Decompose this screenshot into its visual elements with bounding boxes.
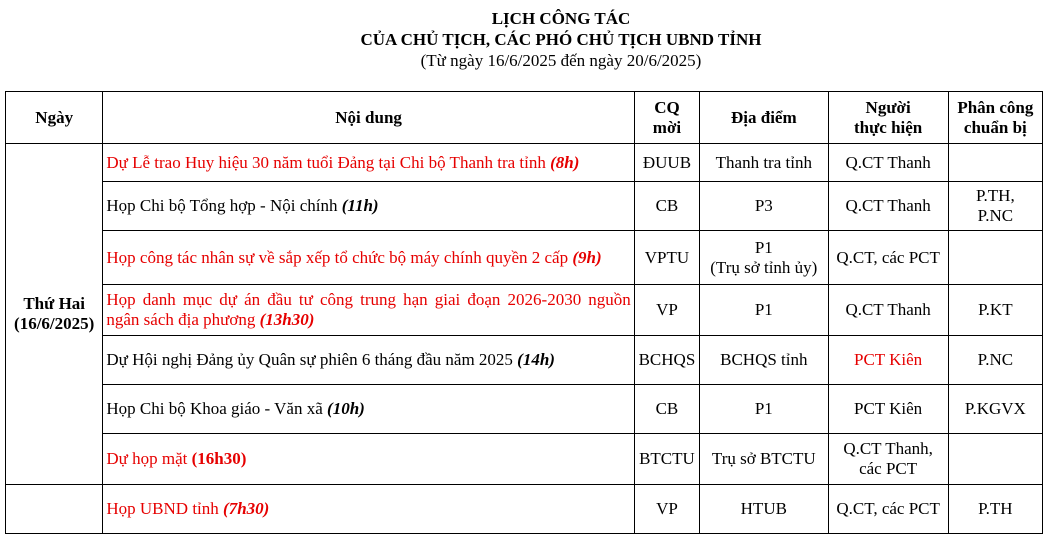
row-content: Họp Chi bộ Khoa giáo - Văn xã (10h) xyxy=(103,385,634,434)
row-prep xyxy=(948,434,1042,485)
date-range: (Từ ngày 16/6/2025 đến ngày 20/6/2025) xyxy=(420,51,702,70)
day-cell-next xyxy=(6,485,103,534)
row-who: Q.CT Thanh xyxy=(828,182,948,231)
row-content: Dự Lễ trao Huy hiệu 30 năm tuổi Đảng tại Chi bộ Thanh tra tỉnh (8h) xyxy=(103,144,634,182)
table-row xyxy=(6,144,1043,182)
row-who: PCT Kiên xyxy=(828,336,948,385)
day-name: Thứ Hai xyxy=(23,294,86,313)
row-content: Dự Hội nghị Đảng ủy Quân sự phiên 6 tháng đầu năm 2025 (14h) xyxy=(103,336,634,385)
row-location: P1 xyxy=(700,385,828,434)
table-row xyxy=(6,385,1043,434)
row-content: Họp UBND tỉnh (7h30) xyxy=(103,485,634,534)
row-prep: P.KT xyxy=(948,285,1042,336)
table-row xyxy=(6,182,1043,231)
row-cq: BCHQS xyxy=(634,336,699,385)
col-header-prep: Phân công chuẩn bị xyxy=(948,92,1042,144)
col-header-day: Ngày xyxy=(6,92,103,144)
row-content: Dự họp mặt (16h30) xyxy=(103,434,634,485)
document-subtitle: CỦA CHỦ TỊCH, CÁC PHÓ CHỦ TỊCH UBND TỈNH xyxy=(360,30,762,49)
row-content: Họp Chi bộ Tổng hợp - Nội chính (11h) xyxy=(103,182,634,231)
col-header-who: Người thực hiện xyxy=(828,92,948,144)
schedule-table xyxy=(5,91,1043,534)
row-prep: P.KGVX xyxy=(948,385,1042,434)
row-location: BCHQS tỉnh xyxy=(700,336,828,385)
day-date: (16/6/2025) xyxy=(14,314,95,333)
table-row xyxy=(6,485,1043,534)
table-row xyxy=(6,434,1043,485)
col-header-content: Nội dung xyxy=(103,92,634,144)
table-row xyxy=(6,231,1043,285)
row-who: Q.CT Thanh xyxy=(828,285,948,336)
row-cq: CB xyxy=(634,182,699,231)
row-content: Họp danh mục dự án đầu tư công trung hạn giai đoạn 2026-2030 nguồn ngân sách địa phương (13h30) xyxy=(103,285,634,336)
col-header-location: Địa điểm xyxy=(700,92,828,144)
row-location: P3 xyxy=(700,182,828,231)
document-header xyxy=(0,8,1048,71)
row-prep: P.NC xyxy=(948,336,1042,385)
row-prep: P.TH, P.NC xyxy=(948,182,1042,231)
row-location: Thanh tra tỉnh xyxy=(700,144,828,182)
row-who: PCT Kiên xyxy=(828,385,948,434)
row-cq: VP xyxy=(634,285,699,336)
row-cq: ĐUUB xyxy=(634,144,699,182)
row-who: Q.CT, các PCT xyxy=(828,231,948,285)
row-cq: VP xyxy=(634,485,699,534)
row-prep xyxy=(948,231,1042,285)
row-location: Trụ sở BTCTU xyxy=(700,434,828,485)
day-cell xyxy=(6,144,103,485)
row-location: P1 xyxy=(700,285,828,336)
row-location: HTUB xyxy=(700,485,828,534)
row-who: Q.CT Thanh, các PCT xyxy=(828,434,948,485)
row-prep: P.TH xyxy=(948,485,1042,534)
row-who: Q.CT Thanh xyxy=(828,144,948,182)
table-header-row xyxy=(6,92,1043,144)
row-prep xyxy=(948,144,1042,182)
table-row xyxy=(6,336,1043,385)
document-title: LỊCH CÔNG TÁC xyxy=(491,9,631,28)
col-header-cq: CQ mời xyxy=(634,92,699,144)
row-cq: CB xyxy=(634,385,699,434)
table-row xyxy=(6,285,1043,336)
row-cq: VPTU xyxy=(634,231,699,285)
row-location: P1 (Trụ sở tỉnh ủy) xyxy=(700,231,828,285)
row-content: Họp công tác nhân sự về sắp xếp tổ chức bộ máy chính quyền 2 cấp (9h) xyxy=(103,231,634,285)
row-who: Q.CT, các PCT xyxy=(828,485,948,534)
row-cq: BTCTU xyxy=(634,434,699,485)
